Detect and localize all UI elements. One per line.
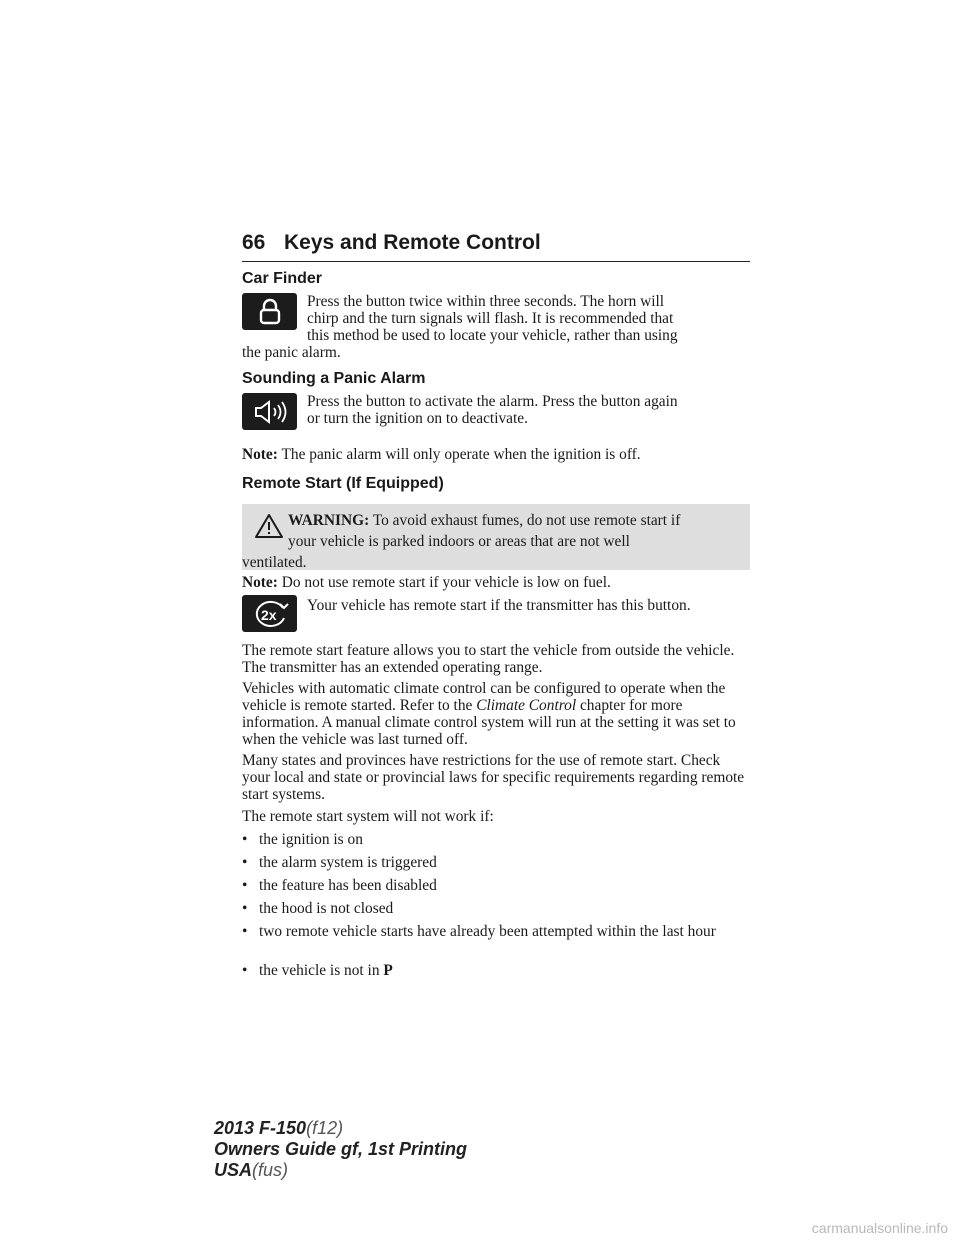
text-span: chapter for more information. A manual climate control system will run at the setting it was set to when the vehicle was last turned off. [242, 697, 736, 748]
bullet: • [242, 877, 248, 894]
panic-alarm-text [307, 393, 751, 427]
horn-speaker-icon [248, 398, 292, 426]
paragraph: The remote start feature allows you to start the vehicle from outside the vehicle. The transmitter has an extended operating range. [242, 642, 735, 676]
list-item-text: the ignition is on [259, 831, 363, 848]
footer-guide: Owners Guide gf, 1st Printing [214, 1139, 468, 1159]
footer-line [214, 1118, 467, 1139]
car-finder-text-end: the panic alarm. [242, 344, 341, 361]
footer-market: USA [214, 1160, 253, 1180]
gear-position: P [383, 962, 393, 979]
list-intro: The remote start system will not work if: [242, 808, 494, 825]
warning-line2: your vehicle is parked indoors or areas that are not well [288, 533, 630, 550]
bullet: • [242, 900, 248, 917]
footer-line [214, 1160, 467, 1181]
text-line: or turn the ignition on to deactivate. [307, 410, 528, 427]
note-label: Note: [242, 574, 278, 591]
panic-alarm-heading: Sounding a Panic Alarm [242, 370, 426, 387]
footer-code: (f12) [306, 1118, 344, 1138]
text-line: Press the button to activate the alarm. Press the button again [307, 393, 678, 410]
list-item-text: the hood is not closed [259, 900, 394, 917]
list-item-text: two remote vehicle starts have already been attempted within the last hour [259, 923, 716, 940]
chapter-title: Keys and Remote Control [284, 231, 541, 254]
icon-label: 2x [260, 606, 277, 623]
list-item-text [259, 962, 749, 979]
note-label: Note: [242, 446, 278, 463]
panic-alarm-note [242, 446, 748, 463]
warning-line [242, 510, 732, 531]
page-header [242, 229, 750, 262]
remote-start-button-image [242, 595, 297, 632]
remote-start-note [242, 574, 748, 591]
footer-model: 2013 F-150 [214, 1118, 307, 1138]
car-finder-heading: Car Finder [242, 270, 323, 287]
watermark: carmanualsonline.info [811, 1220, 948, 1236]
lock-icon [255, 297, 285, 327]
lock-button-image [242, 293, 297, 330]
note-text: The panic alarm will only operate when the ignition is off. [281, 446, 641, 463]
bullet: • [242, 923, 248, 940]
chapter-reference: Climate Control [476, 697, 577, 714]
car-finder-text [307, 293, 751, 344]
print-footer [214, 1118, 467, 1181]
text-line: chirp and the turn signals will flash. It is recommended that [307, 310, 674, 327]
text-line: Press the button twice within three seconds. The horn will [307, 293, 665, 310]
panic-button-image [242, 393, 297, 430]
bullet: • [242, 962, 248, 979]
text-span: the vehicle is not in [259, 962, 384, 979]
warning-text [242, 510, 732, 573]
remote-start-button-text: Your vehicle has remote start if the transmitter has this button. [307, 597, 691, 614]
page-number: 66 [242, 231, 266, 254]
list-item-text: the alarm system is triggered [259, 854, 437, 871]
text-span: Vehicles with automatic climate control can be configured to operate when the vehicle is remote started. Refer to the [242, 680, 726, 714]
paragraph [242, 680, 748, 748]
text-line: this method be used to locate your vehicle, rather than using [307, 327, 678, 344]
paragraph: Many states and provinces have restrictions for the use of remote start. Check your local and state or provincial laws for specific requirements regarding remote start systems. [242, 752, 745, 803]
remote-start-2x-icon [250, 598, 290, 630]
note-text: Do not use remote start if your vehicle is low on fuel. [281, 574, 611, 591]
warning-line3: ventilated. [242, 554, 307, 571]
remote-start-heading: Remote Start (If Equipped) [242, 475, 444, 492]
warning-line1: To avoid exhaust fumes, do not use remote start if [372, 512, 681, 529]
bullet: • [242, 831, 248, 848]
warning-label: WARNING: [288, 512, 370, 529]
list-item-text: the feature has been disabled [259, 877, 437, 894]
warning-box [242, 504, 750, 570]
footer-market-code: (fus) [252, 1160, 289, 1180]
bullet: • [242, 854, 248, 871]
